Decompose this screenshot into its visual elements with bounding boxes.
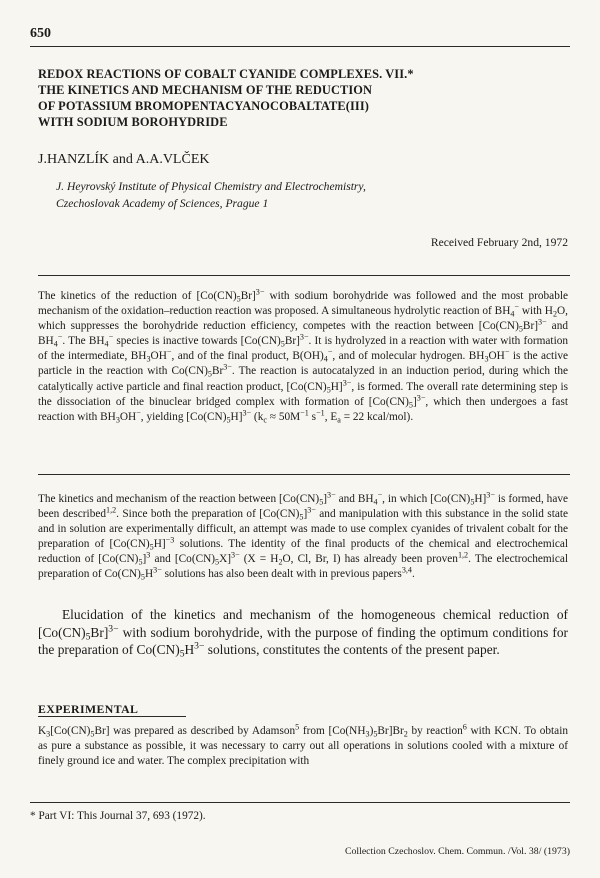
body-paragraph: $K_3[Co(CN)_5Br]$ was prepared as described by Adamson$^5$ from $[Co(NH_3)_5Br]Br_2$ by reaction$^6$ with KCN. To obtain as pure a substance as possible, it was necessary to carry out all operations in solutions cooled with a mixture of finely ground ice and water. The complex precipitation with (38, 722, 568, 768)
affiliation (56, 178, 366, 212)
body-paragraph: The kinetics and mechanism of the reaction between $[Co(CN)_5]^{3-}$ and $BH_4^-$, in which $[Co(CN)_5H]^{3-}$ is formed, have been described$^{1,2}$. Since both the preparation of $[Co(CN)_5]^{3-}$ and manipulation with this substance in the solid state and in solution are experimentally difficult, an attempt was made to use complex cyanides of trivalent cobalt for the preparation of $[Co(CN)_5H]^{-3}$ solutions. The identity of the final products of the chemical and electrochemical reduction of $[Co(CN)_5]^3$ and $[Co(CN)_5X]^{3-}$ ($X = H_2O$, Cl, Br, I) has already been proven$^{1,2}$. The electrochemical preparation of $Co(CN)_5H^{3-}$ solutions has also been dealt with in previous papers$^{3,4}$. (38, 490, 569, 582)
section-underline (38, 716, 186, 717)
footnote-rule (30, 802, 570, 803)
affiliation-line: Czechoslovak Academy of Sciences, Prague 1 (56, 197, 269, 210)
abstract-top-rule (38, 275, 570, 276)
body-paragraph-large: Elucidation of the kinetics and mechanism of the homogeneous chemical reduction of $[Co(CN)_5Br]^{3-}$ with sodium borohydride, with the purpose of finding the optimum conditions for the preparation of $Co(CN)_5H^{3-}$ solutions, constitutes the contents of the present paper. (38, 607, 568, 660)
affiliation-line: J. Heyrovský Institute of Physical Chemistry and Electrochemistry, (56, 180, 366, 193)
title-line: REDOX REACTIONS OF COBALT CYANIDE COMPLEXES. VII.* (38, 67, 414, 81)
abstract-bottom-rule (38, 474, 570, 475)
title-line: THE KINETICS AND MECHANISM OF THE REDUCTION (38, 83, 373, 97)
section-heading: EXPERIMENTAL (38, 702, 139, 716)
header-rule (30, 46, 570, 47)
footnote: * Part VI: This Journal 37, 693 (1972). (30, 810, 206, 822)
abstract: The kinetics of the reduction of $[Co(CN)_5Br]^{3-}$ with sodium borohydride was followed and the most probable mechanism of the oxidation–reduction reaction was proposed. A simultaneous hydrolytic reaction of $BH_4^-$ with $H_2O$, which suppresses the borohydride reduction efficiency, competes with the reaction between $[Co(CN)_5Br]^{3-}$ and $BH_4^-$. The $BH_4^-$ species is inactive towards $[Co(CN)_5Br]^{3-}$. It is hydrolyzed in a reaction with water with formation of the intermediate, $BH_3OH^-$, and of the final product, $B(OH)_4^-$, and of molecular hydrogen. $BH_3OH^-$ is the active particle in the reaction with $Co(CN)_5Br^{3-}$. The reaction is autocatalyzed in an induction period, during which the catalytically active particle and final reaction product, $[Co(CN)_5H]^{3-}$, is formed. The overall rate determining step is the dissociation of the binuclear bridged complex with formation of $[Co(CN)_5]^{3-}$, which then undergoes a fast reaction with $BH_3OH^-$, yielding $[Co(CN)_5H]^{3-}$ ($k_c \approx 50M^{-1}$ $s^{-1}$, $E_a = 22$ kcal/mol). (38, 287, 569, 425)
title-line: OF POTASSIUM BROMOPENTACYANOCOBALTATE(III) (38, 99, 369, 113)
authors: J.HANZLÍK and A.A.VLČEK (38, 152, 210, 167)
journal-footer: Collection Czechoslov. Chem. Commun. /Vol. 38/ (1973) (344, 846, 570, 857)
title-line: WITH SODIUM BOROHYDRIDE (38, 115, 228, 129)
page-number: 650 (30, 26, 51, 41)
article-title (38, 66, 578, 130)
received-date: Received February 2nd, 1972 (430, 236, 568, 249)
